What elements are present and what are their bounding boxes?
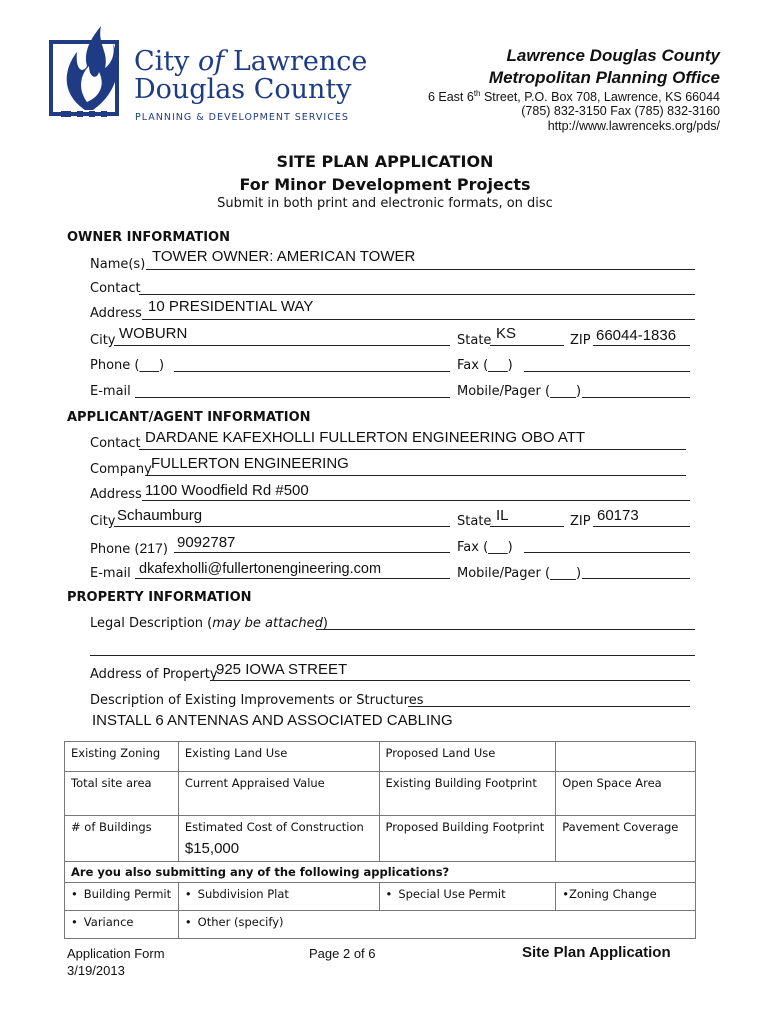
existing-building-footprint-cell[interactable]: Existing Building Footprint <box>379 772 556 816</box>
proposed-building-footprint-cell[interactable]: Proposed Building Footprint <box>379 816 556 862</box>
owner-email-field[interactable] <box>135 397 450 398</box>
owner-fax-field[interactable] <box>524 371 690 372</box>
table-row <box>65 772 696 816</box>
land-use-table <box>64 741 696 939</box>
applicant-email-label: E-mail <box>90 566 131 581</box>
table-row <box>65 911 696 939</box>
owner-email-label: E-mail <box>90 384 131 399</box>
owner-names-label: Name(s) <box>90 257 146 272</box>
office-name-2: Metropolitan Planning Office <box>488 68 720 87</box>
table-row <box>65 816 696 862</box>
property-heading: PROPERTY INFORMATION <box>67 590 252 605</box>
applicant-zip-field[interactable]: 60173 <box>597 507 639 524</box>
property-address-field[interactable]: 925 IOWA STREET <box>216 661 348 678</box>
applicant-city-field[interactable]: Schaumburg <box>117 507 203 524</box>
owner-city-field[interactable]: WOBURN <box>119 325 188 342</box>
applicant-address-field[interactable]: 1100 Woodfield Rd #500 <box>145 482 309 499</box>
footer-form-name: Application Form <box>67 946 165 961</box>
applicant-state-label: State <box>457 514 492 529</box>
applicant-company-field[interactable]: FULLERTON ENGINEERING <box>151 455 349 472</box>
variance-option[interactable]: • Variance <box>65 911 179 939</box>
applicant-contact-field[interactable]: DARDANE KAFEXHOLLI FULLERTON ENGINEERING OBO ATT <box>145 429 586 446</box>
owner-heading: OWNER INFORMATION <box>67 230 230 245</box>
legal-description-field[interactable] <box>316 629 695 630</box>
owner-address-field[interactable]: 10 PRESIDENTIAL WAY <box>148 298 314 315</box>
improvements-field[interactable]: INSTALL 6 ANTENNAS AND ASSOCIATED CABLING <box>92 712 453 729</box>
legal-description-field-2[interactable] <box>90 655 695 656</box>
owner-city-label: City <box>90 333 116 348</box>
flame-emblem-icon <box>47 22 127 122</box>
table-row <box>65 862 696 883</box>
logo-tagline: PLANNING & DEVELOPMENT SERVICES <box>135 112 349 123</box>
owner-contact-field[interactable] <box>139 294 695 295</box>
pavement-coverage-cell[interactable]: Pavement Coverage <box>556 816 696 862</box>
applicant-mobile-label: Mobile/Pager (____) <box>457 566 582 581</box>
estimated-cost-label: Estimated Cost of Construction <box>184 820 364 834</box>
owner-zip-field[interactable]: 66044-1836 <box>596 327 677 344</box>
legal-description-label: Legal Description (may be attached) <box>90 616 328 631</box>
owner-mobile-field[interactable] <box>582 397 690 398</box>
owner-fax-label: Fax (___) <box>457 358 513 373</box>
logo-line-1: City of Lawrence <box>134 46 368 77</box>
applicant-mobile-field[interactable] <box>582 578 690 579</box>
estimated-cost-cell[interactable] <box>178 816 379 862</box>
other-specify-option[interactable]: • Other (specify) <box>178 911 695 939</box>
instruction-text: Submit in both print and electronic formats, on disc <box>217 196 553 211</box>
owner-zip-label: ZIP <box>570 333 591 348</box>
page-title: SITE PLAN APPLICATION <box>276 152 494 171</box>
property-address-label: Address of Property <box>90 667 218 682</box>
owner-address-label: Address <box>90 306 142 321</box>
footer-title: Site Plan Application <box>522 944 671 961</box>
applicant-contact-label: Contact <box>90 436 141 451</box>
owner-state-field[interactable]: KS <box>496 325 517 342</box>
estimated-cost-value: $15,000 <box>184 840 240 857</box>
building-permit-option[interactable]: • Building Permit <box>65 883 179 911</box>
applicant-phone-field[interactable]: 9092787 <box>177 534 236 551</box>
applicant-email-field[interactable]: dkafexholli@fullertonengineering.com <box>139 561 382 577</box>
improvements-label: Description of Existing Improvements or Structures <box>90 693 424 708</box>
owner-state-label: State <box>457 333 492 348</box>
city-logo <box>47 22 368 127</box>
applicant-zip-label: ZIP <box>570 514 591 529</box>
current-appraised-value-cell[interactable]: Current Appraised Value <box>178 772 379 816</box>
applicant-fax-label: Fax (___) <box>457 540 513 555</box>
total-site-area-cell[interactable]: Total site area <box>65 772 179 816</box>
office-name-1: Lawrence Douglas County <box>506 46 720 65</box>
proposed-land-use-cell[interactable]: Proposed Land Use <box>379 742 556 772</box>
existing-zoning-cell[interactable]: Existing Zoning <box>65 742 179 772</box>
applicant-heading: APPLICANT/AGENT INFORMATION <box>67 410 311 425</box>
applicant-fax-field[interactable] <box>524 552 690 553</box>
footer-page-number: Page 2 of 6 <box>309 946 376 961</box>
logo-line-2: Douglas County <box>134 74 352 105</box>
owner-contact-label: Contact <box>90 281 141 296</box>
office-phone: (785) 832-3150 Fax (785) 832-3160 <box>521 104 720 118</box>
open-space-area-cell[interactable]: Open Space Area <box>556 772 696 816</box>
owner-phone-label: Phone (___) <box>90 358 165 373</box>
table-row <box>65 883 696 911</box>
other-applications-question: Are you also submitting any of the following applications? <box>65 862 696 883</box>
blank-cell[interactable] <box>556 742 696 772</box>
applicant-company-label: Company <box>90 462 152 477</box>
owner-phone-field[interactable] <box>174 371 450 372</box>
zoning-change-option[interactable]: •Zoning Change <box>556 883 696 911</box>
office-url[interactable]: http://www.lawrenceks.org/pds/ <box>547 119 720 133</box>
applicant-state-field[interactable]: IL <box>496 507 509 524</box>
owner-mobile-label: Mobile/Pager (____) <box>457 384 582 399</box>
table-row <box>65 742 696 772</box>
subdivision-plat-option[interactable]: • Subdivision Plat <box>178 883 379 911</box>
applicant-address-label: Address <box>90 487 142 502</box>
office-address: 6 East 6th Street, P.O. Box 708, Lawrence, KS 66044 <box>427 89 720 105</box>
applicant-city-label: City <box>90 514 116 529</box>
existing-land-use-cell[interactable]: Existing Land Use <box>178 742 379 772</box>
number-of-buildings-cell[interactable]: # of Buildings <box>65 816 179 862</box>
page-subtitle: For Minor Development Projects <box>239 175 531 194</box>
applicant-phone-label: Phone (217) <box>90 540 168 557</box>
owner-names-field[interactable]: TOWER OWNER: AMERICAN TOWER <box>152 248 416 265</box>
footer-date: 3/19/2013 <box>67 963 125 978</box>
special-use-permit-option[interactable]: • Special Use Permit <box>379 883 556 911</box>
